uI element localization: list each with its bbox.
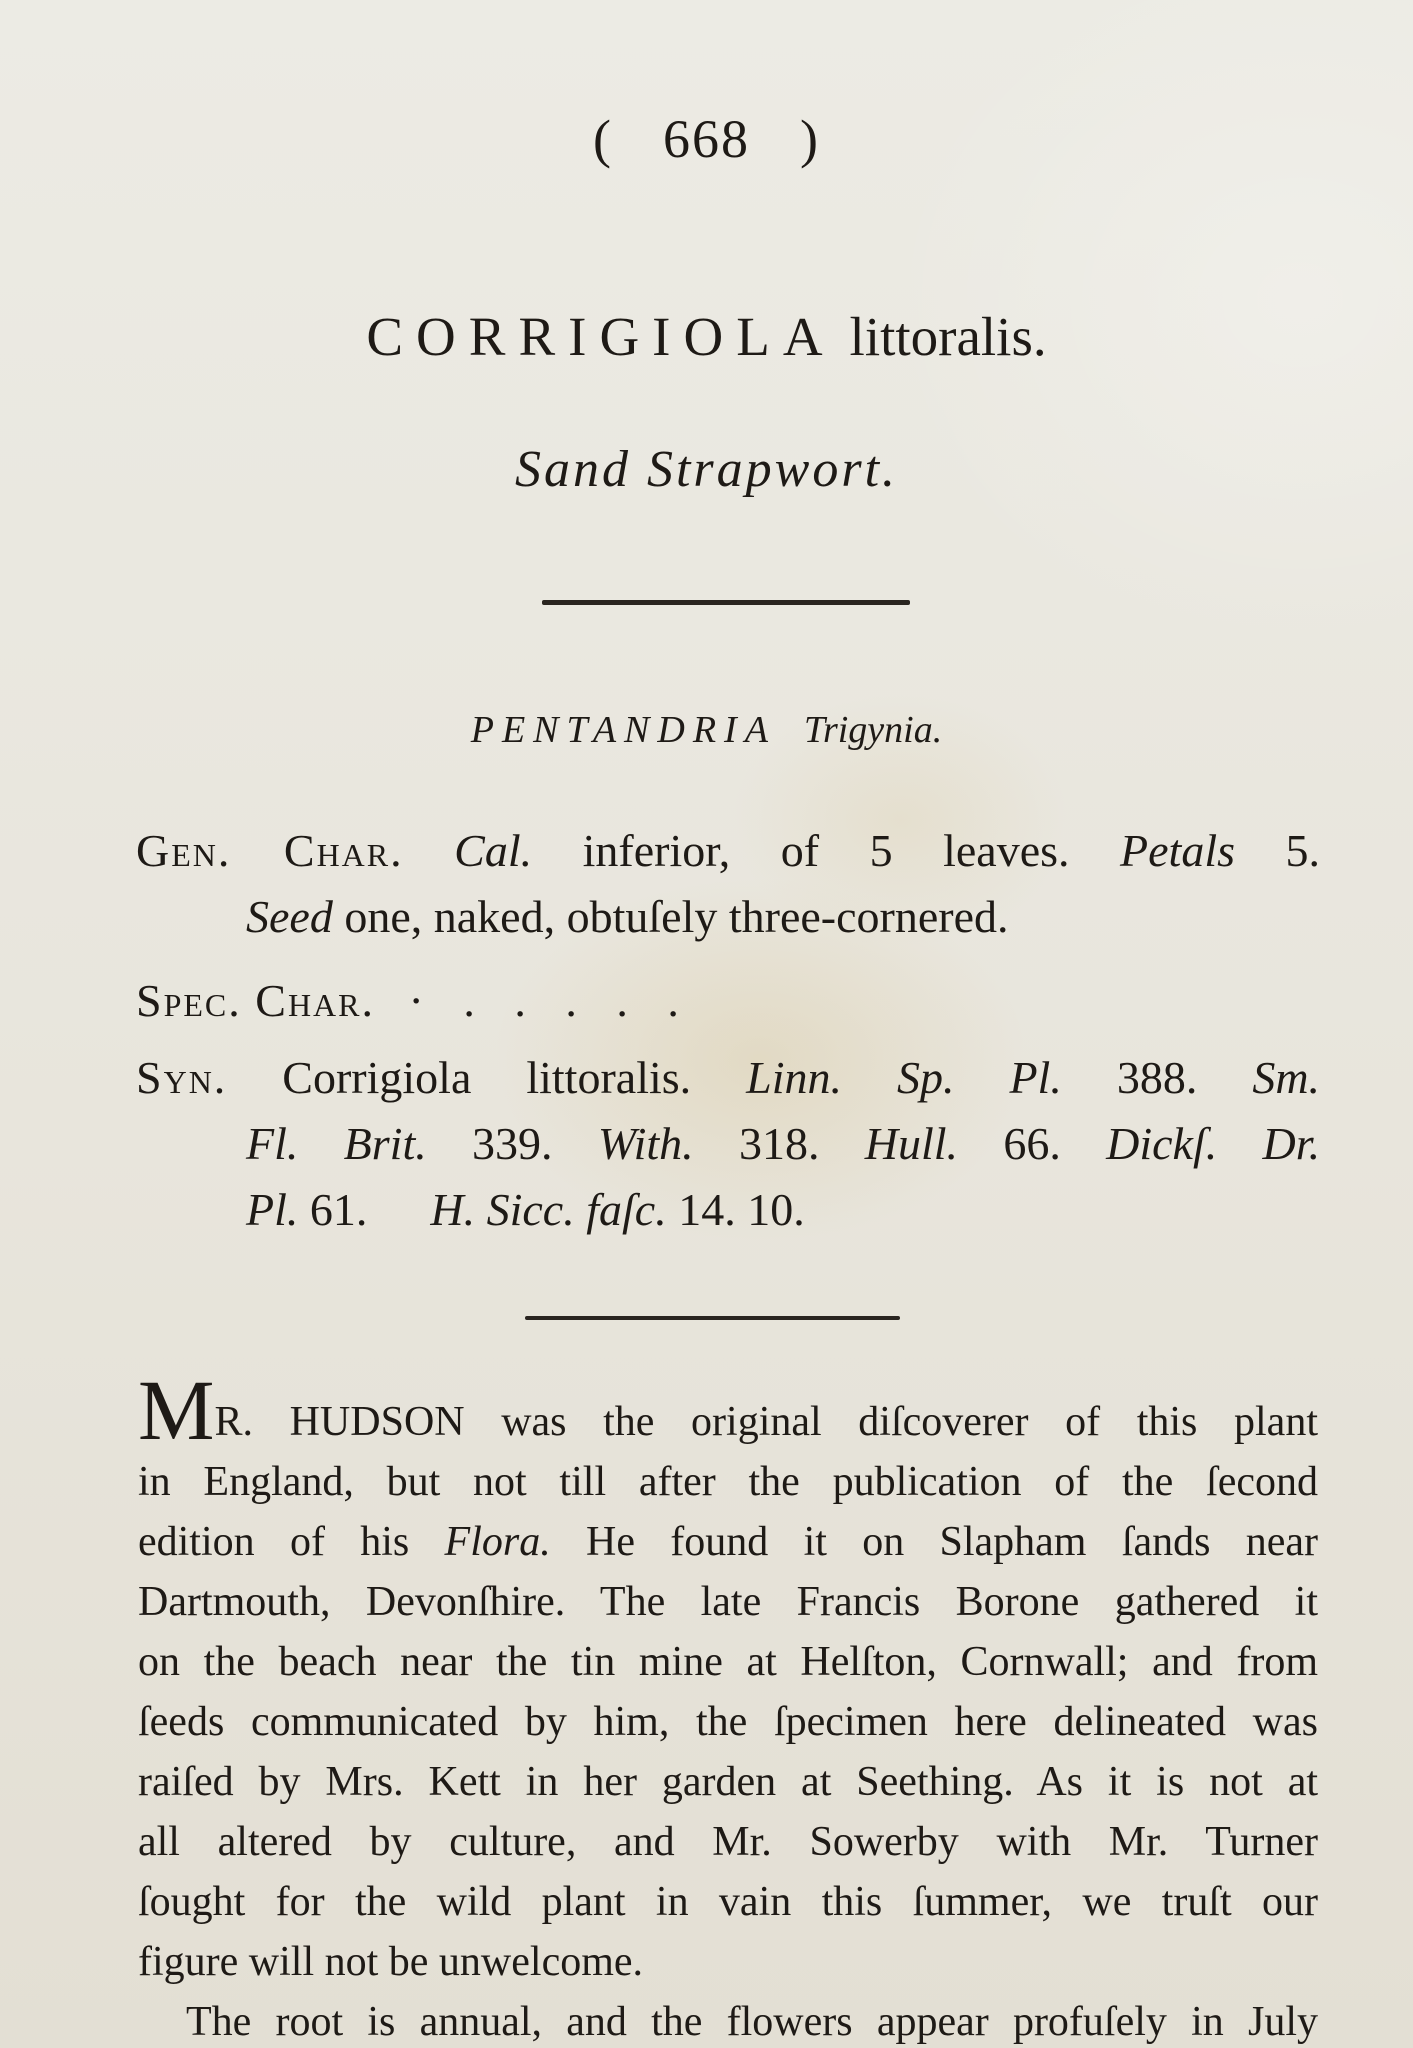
generic-character bbox=[136, 818, 1320, 950]
body-line-3-b: He found it on Slapham ſands near bbox=[586, 1519, 1318, 1565]
divider-rule-top bbox=[542, 600, 910, 605]
body-line-3-a: edition of his bbox=[138, 1519, 410, 1565]
gen-char-line-2 bbox=[136, 884, 1320, 950]
genus-name: CORRIGIOLA bbox=[366, 306, 836, 367]
syn-corrigiola: Corrigiola littoralis. bbox=[282, 1052, 692, 1103]
gen-char-seed: Seed bbox=[246, 891, 333, 942]
body-line-1 bbox=[138, 1362, 1318, 1458]
body-line-8: all altered by culture, and Mr. Sowerby with Mr. Turner bbox=[138, 1819, 1318, 1865]
gen-char-cal: Cal. bbox=[454, 825, 533, 876]
gen-char-calyx-text: inferior, of 5 leaves. bbox=[582, 825, 1070, 876]
body-line-5: on the beach near the tin mine at Helſton, Cornwall; and from bbox=[138, 1639, 1318, 1685]
syn-fl-brit-page: 339. bbox=[472, 1118, 553, 1169]
page-number bbox=[0, 108, 1413, 170]
body-line-6: ſeeds communicated by him, the ſpecimen here delineated was bbox=[138, 1699, 1318, 1745]
syn-linn-page: 388. bbox=[1116, 1052, 1198, 1103]
syn-line-2 bbox=[136, 1111, 1320, 1177]
syn-h-sicc: H. Sicc. faſc. bbox=[430, 1184, 667, 1235]
page-number-value: 668 bbox=[663, 109, 750, 169]
species-title bbox=[0, 305, 1413, 368]
syn-linn-ref: Linn. Sp. Pl. bbox=[746, 1052, 1062, 1103]
body-line-7: raiſed by Mrs. Kett in her garden at Seething. As it is not at bbox=[138, 1759, 1318, 1805]
specific-character bbox=[136, 968, 1320, 1034]
gen-char-line-1 bbox=[136, 818, 1320, 884]
body-line-3 bbox=[138, 1512, 1318, 1572]
drop-cap: M bbox=[138, 1362, 215, 1458]
linnaean-classification bbox=[0, 708, 1413, 752]
body-line-10: figure will not be unwelcome. bbox=[138, 1939, 644, 1985]
syn-line-1 bbox=[136, 1045, 1320, 1111]
class-name: PENTANDRIA bbox=[470, 709, 776, 751]
body-line-11: The root is annual, and the flowers appear profuſely in July bbox=[186, 1999, 1318, 2045]
gen-char-label: Gen. Char. bbox=[136, 825, 404, 876]
spec-char-label: Spec. Char. bbox=[136, 975, 376, 1026]
syn-hull-page: 66. bbox=[1003, 1118, 1061, 1169]
gen-char-seed-text: one, naked, obtuſely three-cornered. bbox=[344, 891, 1009, 942]
species-name: littoralis. bbox=[849, 306, 1047, 367]
syn-label: Syn. bbox=[136, 1052, 228, 1103]
syn-with: With. bbox=[597, 1118, 694, 1169]
syn-with-page: 318. bbox=[738, 1118, 820, 1169]
body-text bbox=[138, 1362, 1318, 2048]
gen-char-petals: Petals bbox=[1120, 825, 1236, 876]
common-name: Sand Strapwort. bbox=[514, 441, 899, 498]
syn-pl-number: 61. bbox=[309, 1184, 368, 1235]
syn-hull: Hull. bbox=[864, 1118, 959, 1169]
close-paren: ) bbox=[800, 109, 820, 169]
body-line-2: in England, but not till after the publication of the ſecond bbox=[138, 1459, 1318, 1505]
body-line-1-text: R. HUDSON was the original diſcoverer of this plant bbox=[214, 1399, 1318, 1445]
syn-fl-brit: Fl. Brit. bbox=[246, 1118, 427, 1169]
body-line-9: ſought for the wild plant in vain this ſummer, we truſt our bbox=[138, 1879, 1318, 1925]
spec-char-dots: · . . . . . bbox=[408, 975, 693, 1026]
syn-dicks: Dickſ. Dr. bbox=[1106, 1118, 1321, 1169]
syn-pl: Pl. bbox=[246, 1184, 299, 1235]
gen-char-petals-count: 5. bbox=[1285, 825, 1321, 876]
order-name: Trigynia. bbox=[803, 709, 943, 751]
body-flora-title: Flora. bbox=[444, 1519, 551, 1565]
divider-rule-bottom bbox=[525, 1316, 900, 1320]
syn-sm-ref: Sm. bbox=[1252, 1052, 1321, 1103]
syn-h-sicc-numbers: 14. 10. bbox=[678, 1184, 805, 1235]
syn-line-3 bbox=[136, 1177, 1320, 1243]
synonymy bbox=[136, 1045, 1320, 1243]
body-line-4: Dartmouth, Devonſhire. The late Francis Borone gathered it bbox=[138, 1579, 1318, 1625]
open-paren: ( bbox=[593, 109, 613, 169]
